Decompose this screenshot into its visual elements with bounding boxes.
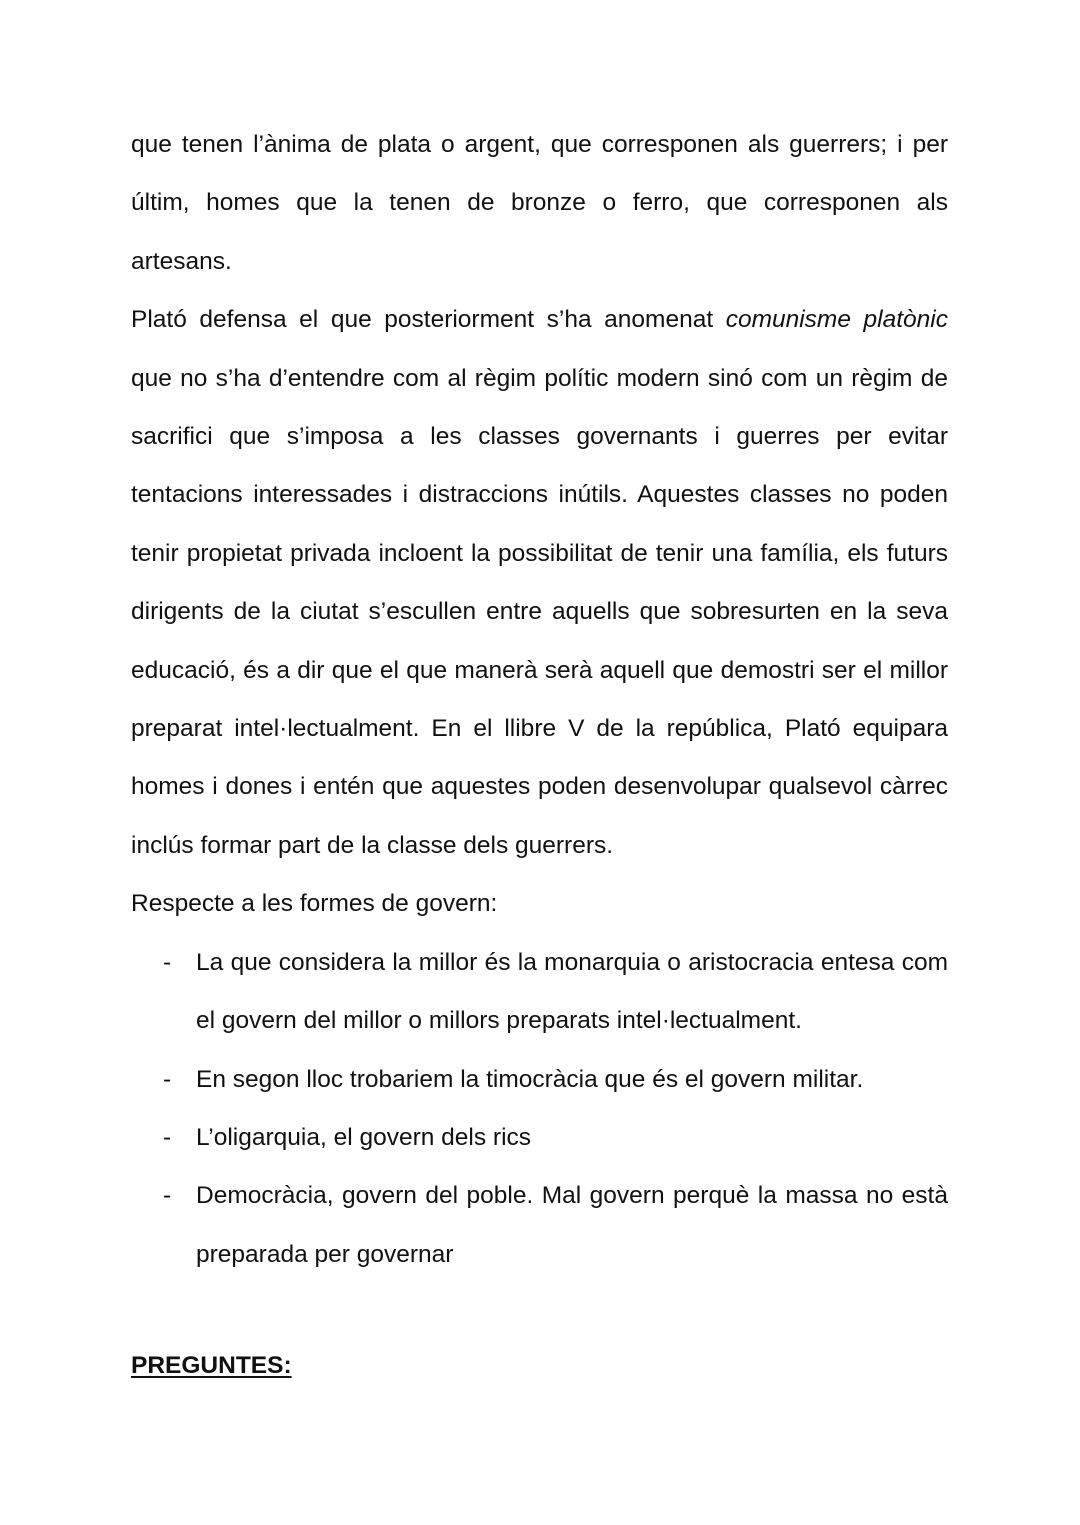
list-item-text: Democràcia, govern del poble. Mal govern perquè la massa no està preparada per governar (196, 1182, 948, 1268)
government-forms-list (131, 934, 948, 1284)
list-dash: - (163, 1182, 172, 1210)
list-item (131, 934, 948, 1051)
list-item-text: La que considera la millor és la monarquia o aristocracia entesa com el govern del millor o millors preparats intel·lectualment. (196, 948, 948, 1035)
list-item (131, 1109, 948, 1167)
document-body (131, 116, 948, 1284)
list-item (131, 1051, 948, 1109)
paragraph-souls: que tenen l’ànima de plata o argent, que corresponen als guerrers; i per últim, homes que la tenen de bronze o ferro, que corresponen als artesans. (131, 131, 948, 275)
list-dash: - (163, 1065, 172, 1093)
paragraph-platonic-communism (131, 291, 948, 875)
section-heading: PREGUNTES: (131, 1352, 292, 1379)
italic-term: comunisme platònic (725, 306, 948, 334)
paragraph-text-end: que no s’ha d’entendre com al règim polític modern sinó com un règim de sacrifici que s’imposa a les classes governants i guerres per evitar tentacions interessades i distraccions inútils. Aquestes classes no poden tenir propietat privada incloent la possibilitat de tenir una família, els futurs dirigents de la ciutat s’escullen entre aquells que sobresurten en la seva educació, és a dir que el que manerà serà aquell que demostri ser el millor preparat intel·lectualment. En el llibre V de la república, Plató equipara homes i dones i entén que aquestes poden desenvolupar qualsevol càrrec inclús formar part de la classe dels guerrers. (131, 364, 948, 859)
paragraph-text-start: Plató defensa el que posteriorment s’ha anomenat (131, 306, 726, 334)
list-dash: - (163, 1123, 172, 1151)
list-dash: - (163, 948, 172, 976)
list-item (131, 1167, 948, 1284)
paragraph-forms-of-government: Respecte a les formes de govern: (131, 890, 498, 918)
list-item-text: En segon lloc trobariem la timocràcia que és el govern militar. (196, 1065, 864, 1093)
list-item-text: L’oligarquia, el govern dels rics (196, 1123, 532, 1151)
